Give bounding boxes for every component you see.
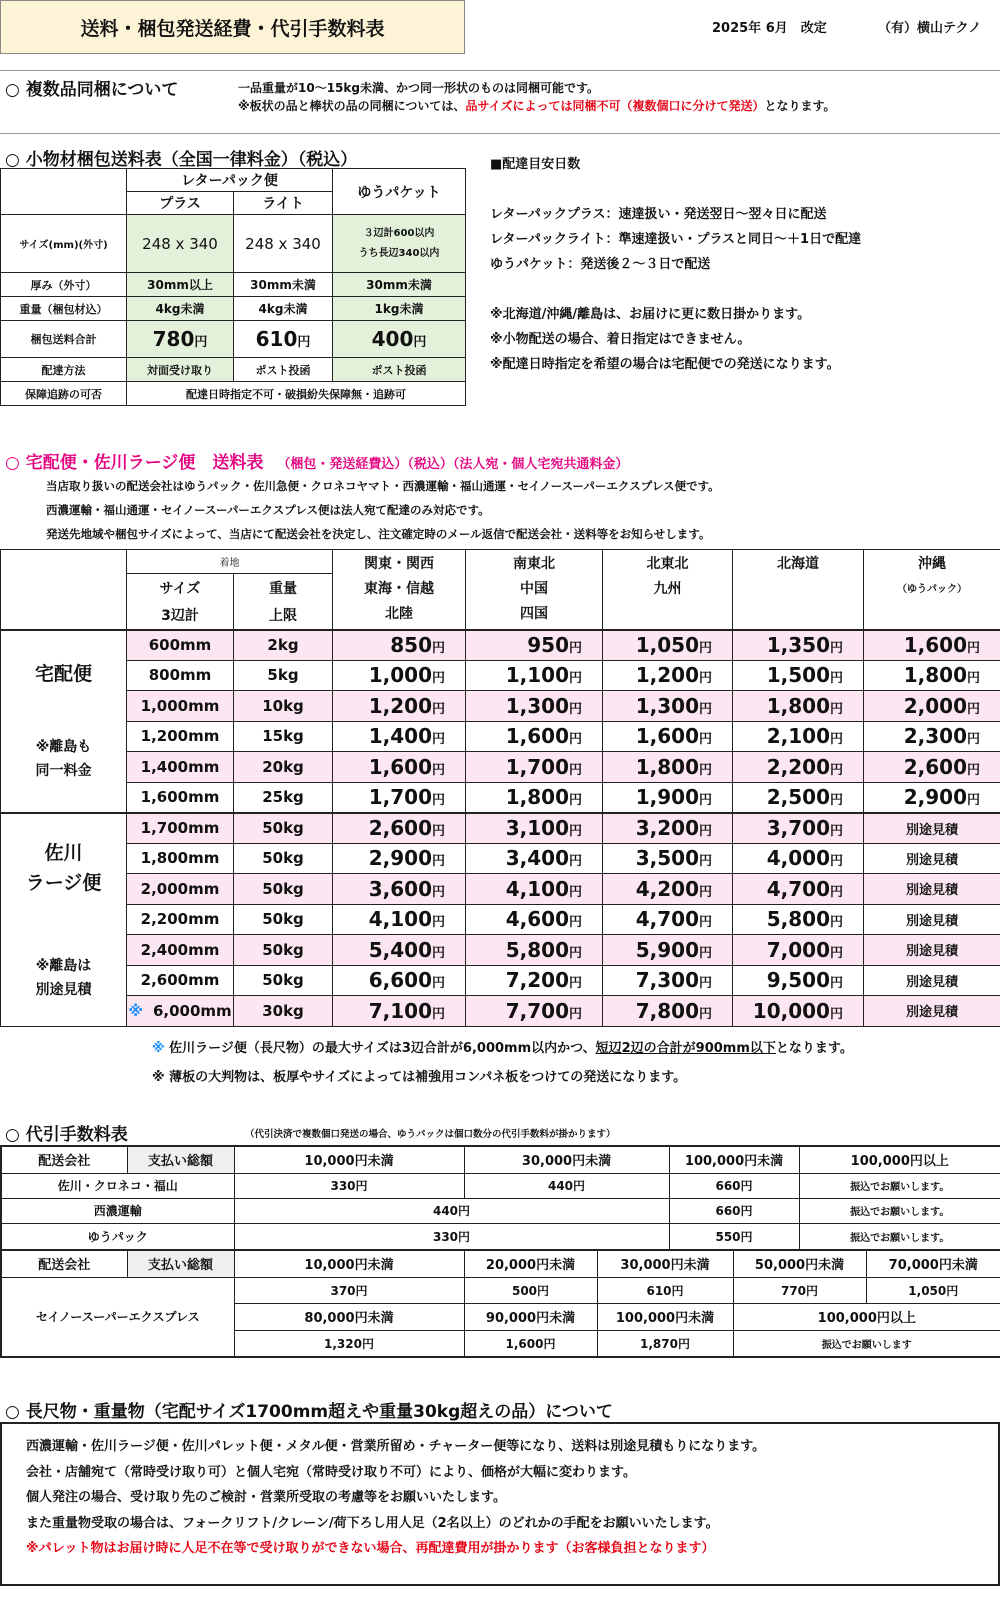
price-cell: 1,800円 <box>864 660 1000 691</box>
size-cell: 2,000mm <box>127 874 234 905</box>
shipping-rate-table <box>0 549 1000 1027</box>
bundle-note-1: 一品重量が10～15kg未満、かつ同一形状のものは同梱可能です。 <box>238 81 600 95</box>
region-name: 沖縄 <box>918 556 946 572</box>
weight-cell: 5kg <box>234 660 333 691</box>
size-cell: 800mm <box>127 660 234 691</box>
region-name: 北陸 <box>385 606 413 622</box>
price-cell: 4,700円 <box>603 904 733 935</box>
cod-header: 100,000円未満 <box>669 1146 799 1173</box>
small-parcel-table <box>0 168 466 406</box>
row-label: 西濃運輸 <box>1 1198 234 1223</box>
cod-subnote: （代引決済で複数個口発送の場合、ゆうパックは個口数分の代引手数料が掛かります） <box>245 1129 616 1140</box>
price-cell: 850円 <box>333 630 466 661</box>
price-cell: 2,000円 <box>864 691 1000 722</box>
row-label: 梱包送料合計 <box>1 321 127 358</box>
size-cell: 1,700mm <box>127 813 234 844</box>
cell: 660円 <box>669 1198 799 1223</box>
price-cell: 2,500円 <box>733 782 864 813</box>
price-cell: 7,200円 <box>466 965 603 996</box>
page-title: 送料・梱包発送経費・代引手数料表 <box>0 0 465 54</box>
price-cell: 3,100円 <box>466 813 603 844</box>
row-label: 配達方法 <box>1 358 127 382</box>
size-cell: 1,600mm <box>127 782 234 813</box>
price-cell: 1,300円 <box>466 691 603 722</box>
row-label: 保障追跡の可否 <box>1 382 127 406</box>
weight-cell: 50kg <box>234 935 333 966</box>
price-cell: 1,200円 <box>333 691 466 722</box>
price-cell: 3,400円 <box>466 843 603 874</box>
table-row <box>1 721 1000 752</box>
cell: 440円 <box>234 1198 669 1223</box>
divider <box>0 70 1000 71</box>
price-cell: 7,800円 <box>603 996 733 1027</box>
cell: 4kg未満 <box>127 297 234 321</box>
cod-header: 50,000円未満 <box>733 1250 866 1277</box>
cell: 対面受け取り <box>127 358 234 382</box>
company-name: （有）横山テクノ <box>878 21 982 36</box>
price-cell: 1,100円 <box>466 660 603 691</box>
region-name: 九州 <box>653 581 682 597</box>
price-cell: 別途見積 <box>864 935 1000 966</box>
weight-cell: 2kg <box>234 630 333 661</box>
region-header <box>603 550 733 630</box>
sagawa-label: 佐川 ラージ便 ※離島は 別途見積 <box>1 813 127 1027</box>
cell: 1,870円 <box>597 1330 733 1357</box>
weight-cell: 20kg <box>234 752 333 783</box>
price-cell: 1,800円 <box>603 752 733 783</box>
table-row <box>1 935 1000 966</box>
price-cell: 5,800円 <box>466 935 603 966</box>
price-cell: 2,600円 <box>864 752 1000 783</box>
price-cell: 3,700円 <box>733 813 864 844</box>
cell: 770円 <box>733 1277 866 1303</box>
region-header <box>466 550 603 630</box>
price-cell: 1,200円 <box>603 660 733 691</box>
cell: 330円 <box>234 1173 464 1198</box>
table-row <box>1 965 1000 996</box>
price-cell: 1,050円 <box>603 630 733 661</box>
takkyu-label: 宅配便 ※離島も 同一料金 <box>1 630 127 813</box>
row-label: 重量（梱包材込） <box>1 297 127 321</box>
price-cell: 1,400円 <box>333 721 466 752</box>
header-yupacket: ゆうパケット <box>333 169 466 215</box>
cod-heading: ○ 代引手数料表 <box>5 1125 128 1145</box>
header-company: 配送会社 <box>1 1250 127 1277</box>
cell: 248 x 340 <box>234 215 333 273</box>
small-table-heading: ○ 小物材梱包送料表（全国一律料金）（税込） <box>5 150 358 170</box>
price-cell: 4,200円 <box>603 874 733 905</box>
cod-header: 10,000円未満 <box>234 1146 464 1173</box>
table-row <box>1 843 1000 874</box>
size-cell: ※ 6,000mm <box>127 996 234 1027</box>
cell: ポスト投函 <box>234 358 333 382</box>
price-cell: 950円 <box>466 630 603 661</box>
price-cell: 1,600円 <box>603 721 733 752</box>
cell: 500円 <box>464 1277 597 1303</box>
cell: 370円 <box>234 1277 464 1303</box>
price-cell: 別途見積 <box>864 965 1000 996</box>
price-cell: 4,000円 <box>733 843 864 874</box>
header-total: 支払い総額 <box>127 1250 234 1277</box>
region-name <box>733 602 863 627</box>
size-cell: 1,800mm <box>127 843 234 874</box>
large-table-heading: ○ 宅配便・佐川ラージ便 送料表 （梱包・発送経費込）（税込）（法人宛・個人宅宛共通料金） <box>5 453 629 473</box>
long-items-box: 西濃運輸・佐川ラージ便・佐川パレット便・メタル便・営業所留め・チャーター便等になり、送料は別途見積もりになります。 会社・店舗宛て（常時受け取り可）と個人宅宛（常時受け取り不可）により、価格が大幅に変わります。 個人発注の場合、受け取り先のご検討・営業所受取の考慮等をお願いいたします。 また重量物受取の場合は、フォークリフト/クレーン/荷下ろし用人足（2名以上）のどれかの手配をお願いいたします。 ※パレット物はお届け時に人足不在等で受け取りができない場合、再配達費用が掛かります（お客様負担となります） <box>0 1422 1000 1586</box>
cell: 330円 <box>234 1223 669 1250</box>
region-name: 北東北 <box>646 556 689 572</box>
cod-header: 100,000円未満 <box>597 1303 733 1330</box>
cell: 1,320円 <box>234 1330 464 1357</box>
header-company: 配送会社 <box>1 1146 127 1173</box>
revision-date: 2025年 6月 改定 <box>712 21 827 36</box>
size-cell: 1,200mm <box>127 721 234 752</box>
price-cell: 1,600円 <box>466 721 603 752</box>
price-cell: 5,900円 <box>603 935 733 966</box>
cod-header: 30,000円未満 <box>464 1146 669 1173</box>
price-cell: 別途見積 <box>864 904 1000 935</box>
row-label: 厚み（外寸） <box>1 273 127 297</box>
table-row <box>1 874 1000 905</box>
cell: 4kg未満 <box>234 297 333 321</box>
price-cell: 7,700円 <box>466 996 603 1027</box>
header-weight-sub: 上限 <box>234 602 333 630</box>
bundle-note-2: ※板状の品と棒状の品の同梱については、品サイズによっては同梱不可（複数個口に分けて発送）となります。 <box>238 99 836 113</box>
price-cell: 1,700円 <box>333 782 466 813</box>
size-cell: 600mm <box>127 630 234 661</box>
cell: 440円 <box>464 1173 669 1198</box>
price-cell: 5,400円 <box>333 935 466 966</box>
price-cell: 別途見積 <box>864 843 1000 874</box>
price-cell: 1,300円 <box>603 691 733 722</box>
row-label: サイズ(mm)(外寸) <box>1 215 127 273</box>
note-mark: ※ <box>128 1001 143 1020</box>
price-cell: 3,600円 <box>333 874 466 905</box>
size-cell: 2,200mm <box>127 904 234 935</box>
weight-cell: 15kg <box>234 721 333 752</box>
region-header <box>333 550 466 630</box>
price-cell: 10,000円 <box>733 996 864 1027</box>
header-plus: プラス <box>127 192 234 215</box>
corner-cell <box>1 550 127 630</box>
cod-header: 90,000円未満 <box>464 1303 597 1330</box>
cod-header: 10,000円未満 <box>234 1250 464 1277</box>
size-cell: 1,000mm <box>127 691 234 722</box>
size-cell: 2,600mm <box>127 965 234 996</box>
cell: 1,050円 <box>866 1277 1000 1303</box>
price-cell: 1,350円 <box>733 630 864 661</box>
cell: 30mm未満 <box>234 273 333 297</box>
region-name <box>864 602 1000 627</box>
price-cell: 別途見積 <box>864 813 1000 844</box>
cod-header: 30,000円未満 <box>597 1250 733 1277</box>
cell: 1kg未満 <box>333 297 466 321</box>
header-destination: 着地 <box>127 550 333 574</box>
region-header <box>864 550 1000 630</box>
cell: 610円 <box>597 1277 733 1303</box>
price-cell: 1,800円 <box>733 691 864 722</box>
cell: 660円 <box>669 1173 799 1198</box>
weight-cell: 50kg <box>234 965 333 996</box>
cod-header: 80,000円未満 <box>234 1303 464 1330</box>
cell: 780円 <box>127 321 234 358</box>
divider <box>0 133 1000 134</box>
large-notes: 当店取り扱いの配送会社はゆうパック・佐川急便・クロネコヤマト・西濃運輸・福山通運・セイノースーパーエクスプレス便です。 西濃運輸・福山通運・セイノースーパーエクスプレス便は法人宛て配達のみ対応です。 発送先地域や梱包サイズによって、当店にて配送会社を決定し、注文確定時のメール返信で配送会社・送料等をお知らせします。 <box>46 479 720 541</box>
price-cell: 3,200円 <box>603 813 733 844</box>
cell: 振込でお願いします <box>733 1330 1000 1357</box>
price-cell: 1,800円 <box>466 782 603 813</box>
table-row <box>1 904 1000 935</box>
price-cell: 1,500円 <box>733 660 864 691</box>
cell: 610円 <box>234 321 333 358</box>
header-weight: 重量 <box>234 574 333 602</box>
bundle-heading: ○ 複数品同梱について <box>5 80 179 100</box>
region-name: 中国 <box>520 581 548 597</box>
weight-cell: 30kg <box>234 996 333 1027</box>
price-cell: 7,300円 <box>603 965 733 996</box>
price-cell: 7,100円 <box>333 996 466 1027</box>
header-letterpack: レターパック便 <box>127 169 333 192</box>
cod-header: 100,000円以上 <box>799 1146 1000 1173</box>
table-row <box>1 813 1000 844</box>
cell: 振込でお願いします。 <box>799 1198 1000 1223</box>
delivery-days-notes: ■配達目安日数 レターパックプラス：速達扱い・発送翌日～翌々日に配送 レターパックライト：準速達扱い・プラスと同日～＋1日で配達 ゆうパケット：発送後２～３日で配送 ※北海道/沖縄/離島は、お届けに更に数日掛かります。 ※小物配送の場合、着日指定はできません。 ※配達日時指定を希望の場合は宅配便での発送になります。 <box>490 157 862 372</box>
price-cell: 2,600円 <box>333 813 466 844</box>
weight-cell: 10kg <box>234 691 333 722</box>
size-cell: 2,400mm <box>127 935 234 966</box>
cell: 振込でお願いします。 <box>799 1173 1000 1198</box>
row-label: セイノースーパーエクスプレス <box>1 1277 234 1357</box>
weight-cell: 50kg <box>234 843 333 874</box>
table-row <box>1 660 1000 691</box>
long-items-heading: ○ 長尺物・重量物（宅配サイズ1700mm超えや重量30kg超えの品）について <box>5 1402 613 1422</box>
cell: 550円 <box>669 1223 799 1250</box>
price-cell: 1,600円 <box>333 752 466 783</box>
cell: 400円 <box>333 321 466 358</box>
price-cell: 1,000円 <box>333 660 466 691</box>
region-header <box>733 550 864 630</box>
price-cell: 1,700円 <box>466 752 603 783</box>
region-name <box>733 577 863 602</box>
region-name: （ゆうパック） <box>897 584 967 595</box>
row-label: ゆうパック <box>1 1223 234 1250</box>
table-row <box>1 996 1000 1027</box>
header-size: サイズ <box>127 574 234 602</box>
cod-header: 20,000円未満 <box>464 1250 597 1277</box>
price-cell: 4,100円 <box>333 904 466 935</box>
header-size-sub: 3辺計 <box>127 602 234 630</box>
region-name: 四国 <box>520 606 548 622</box>
size-cell: 1,400mm <box>127 752 234 783</box>
header-light: ライト <box>234 192 333 215</box>
region-name: 南東北 <box>513 556 555 572</box>
cod-header: 70,000円未満 <box>866 1250 1000 1277</box>
header-total: 支払い総額 <box>127 1146 234 1173</box>
price-cell: 別途見積 <box>864 874 1000 905</box>
price-cell: 2,200円 <box>733 752 864 783</box>
region-name: 北海道 <box>777 556 819 572</box>
row-label: 佐川・クロネコ・福山 <box>1 1173 234 1198</box>
price-cell: 5,800円 <box>733 904 864 935</box>
weight-cell: 25kg <box>234 782 333 813</box>
price-cell: 2,100円 <box>733 721 864 752</box>
price-cell: 4,100円 <box>466 874 603 905</box>
cell: ３辺計600以内 うち長辺340以内 <box>333 215 466 273</box>
weight-cell: 50kg <box>234 874 333 905</box>
cell: ポスト投函 <box>333 358 466 382</box>
region-name: 東海・信越 <box>364 581 434 597</box>
price-cell: 別途見積 <box>864 996 1000 1027</box>
cod-fee-table <box>0 1145 1000 1358</box>
cod-header: 100,000円以上 <box>733 1303 1000 1330</box>
large-footnote-1: ※ 佐川ラージ便（長尺物）の最大サイズは3辺合計が6,000mm以内かつ、短辺2辺の合計が900mm以下となります。 <box>152 1041 853 1056</box>
price-cell: 6,600円 <box>333 965 466 996</box>
price-cell: 2,900円 <box>864 782 1000 813</box>
large-footnote-2: ※ 薄板の大判物は、板厚やサイズによっては補強用コンパネ板をつけての発送になります。 <box>152 1070 687 1085</box>
price-cell: 7,000円 <box>733 935 864 966</box>
table-row <box>1 630 1000 661</box>
table-row <box>1 752 1000 783</box>
region-name: 関東・関西 <box>364 556 434 572</box>
table-row <box>1 691 1000 722</box>
price-cell: 1,600円 <box>864 630 1000 661</box>
price-cell: 3,500円 <box>603 843 733 874</box>
price-cell: 2,300円 <box>864 721 1000 752</box>
cell: 振込でお願いします。 <box>799 1223 1000 1250</box>
cell: 30mm未満 <box>333 273 466 297</box>
cell: 248 x 340 <box>127 215 234 273</box>
price-cell: 4,600円 <box>466 904 603 935</box>
price-cell: 4,700円 <box>733 874 864 905</box>
cell: 1,600円 <box>464 1330 597 1357</box>
price-cell: 9,500円 <box>733 965 864 996</box>
price-cell: 2,900円 <box>333 843 466 874</box>
weight-cell: 50kg <box>234 813 333 844</box>
cell: 配達日時指定不可・破損紛失保障無・追跡可 <box>127 382 466 406</box>
table-row <box>1 782 1000 813</box>
weight-cell: 50kg <box>234 904 333 935</box>
cell: 30mm以上 <box>127 273 234 297</box>
region-name <box>603 602 732 627</box>
price-cell: 1,900円 <box>603 782 733 813</box>
